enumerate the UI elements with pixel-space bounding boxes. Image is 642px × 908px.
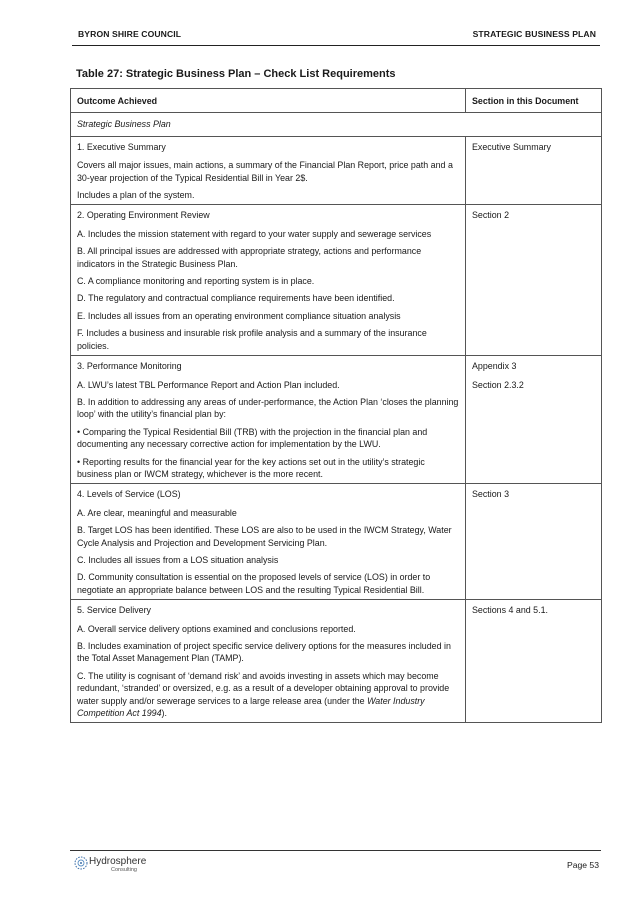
table-row (71, 600, 602, 723)
row-item: A. Are clear, meaningful and measurable (77, 507, 237, 518)
outcome-cell (71, 356, 466, 484)
row-item: D. The regulatory and contractual compliance requirements have been identified. (77, 293, 395, 304)
outcome-cell (71, 136, 466, 205)
row-item: C. A compliance monitoring and reporting system is in place. (77, 276, 315, 287)
outcome-cell (71, 600, 466, 723)
table-row (71, 484, 602, 600)
row-item: C. Includes all issues from a LOS situation analysis (77, 554, 279, 565)
row-item-text: C. The utility is cognisant of ‘demand risk’ and avoids investing in assets which may become redundant, ‘stranded’ or oversized, e.g. as a result of a developer obtaining approval to provide water supply and/or sewerage services to a large release area (under the (77, 670, 450, 706)
row-heading: 3. Performance Monitoring (77, 361, 182, 372)
section-reference: Executive Summary (472, 141, 551, 152)
section-reference: Section 2.3.2 (472, 379, 524, 390)
section-cell (466, 600, 602, 723)
row-heading: 4. Levels of Service (LOS) (77, 489, 181, 500)
row-heading: 2. Operating Environment Review (77, 210, 210, 221)
section-reference: Appendix 3 (472, 361, 517, 372)
page-header (72, 27, 600, 46)
company-logo (74, 856, 146, 873)
hydrosphere-logo-icon (74, 856, 88, 870)
section-cell (466, 136, 602, 205)
row-item: B. All principal issues are addressed with appropriate strategy, actions and performance indicators in the Strategic Business Plan. (77, 246, 422, 269)
header-organization: BYRON SHIRE COUNCIL (78, 29, 182, 39)
row-item: A. LWU’s latest TBL Performance Report and Action Plan included. (77, 379, 340, 390)
outcome-cell (71, 484, 466, 600)
row-item: B. In addition to addressing any areas of under-performance, the Action Plan ‘closes the planning loop’ with the utility’s financial plan by: (77, 396, 459, 420)
row-heading: 5. Service Delivery (77, 605, 151, 616)
row-item: Covers all major issues, main actions, a summary of the Financial Plan Report, price path and a 30-year projection of the Typical Residential Bill in Year 2$. (77, 160, 453, 183)
row-item: A. Overall service delivery options examined and conclusions reported. (77, 623, 356, 634)
table-row (71, 136, 602, 205)
row-item: A. Includes the mission statement with regard to your water supply and sewerage services (77, 228, 432, 239)
header-document-title: STRATEGIC BUSINESS PLAN (472, 29, 596, 39)
page-number: Page 53 (566, 860, 599, 870)
checklist-table (70, 88, 602, 723)
row-item: E. Includes all issues from an operating environment compliance situation analysis (77, 310, 401, 321)
logo-name: Hydrosphere (89, 856, 147, 867)
row-item: • Reporting results for the financial year for the key actions set out in the utility’s strategic business plan or IWCM strategy, whichever is the more recent. (77, 456, 425, 479)
row-item: B. Target LOS has been identified. These LOS are also to be used in the IWCM Strategy, Water Cycle Analysis and Projection and Development Servicing Plan. (77, 525, 452, 548)
row-item: B. Includes examination of project specific service delivery options for the measures included in the Total Asset Management Plan (TAMP). (77, 641, 451, 664)
row-heading: 1. Executive Summary (77, 141, 166, 152)
table-header-row (71, 89, 602, 113)
table-row (71, 356, 602, 484)
row-item: D. Community consultation is essential on the proposed levels of service (LOS) in order to negotiate an appropriate balance between LOS and the resulting Typical Residential Bill. (77, 572, 431, 595)
table-subheading-row (71, 113, 602, 136)
section-cell (466, 356, 602, 484)
act-title: Water Industry Competition Act 1994 (77, 695, 425, 719)
row-item: Includes a plan of the system. (77, 190, 195, 201)
page-footer (70, 850, 601, 880)
table-row (71, 205, 602, 356)
section-reference: Sections 4 and 5.1. (472, 605, 548, 616)
section-cell (466, 484, 602, 600)
column-header-outcome: Outcome Achieved (71, 89, 466, 113)
row-item: F. Includes a business and insurable risk profile analysis and a summary of the insurance policies. (77, 328, 427, 351)
logo-subtitle: Consulting (111, 867, 137, 873)
table-subheading: Strategic Business Plan (71, 113, 602, 136)
row-item (77, 670, 459, 720)
section-reference: Section 3 (472, 489, 510, 500)
table-title: Table 27: Strategic Business Plan – Check List Requirements (76, 68, 396, 80)
column-header-section: Section in this Document (466, 89, 602, 113)
row-item-text: ). (161, 708, 167, 719)
outcome-cell (71, 205, 466, 356)
section-cell (466, 205, 602, 356)
row-item: • Comparing the Typical Residential Bill (TRB) with the projection in the financial plan and documenting any necessary corrective action for implementation by the LWU. (77, 426, 428, 450)
section-reference: Section 2 (472, 210, 510, 221)
